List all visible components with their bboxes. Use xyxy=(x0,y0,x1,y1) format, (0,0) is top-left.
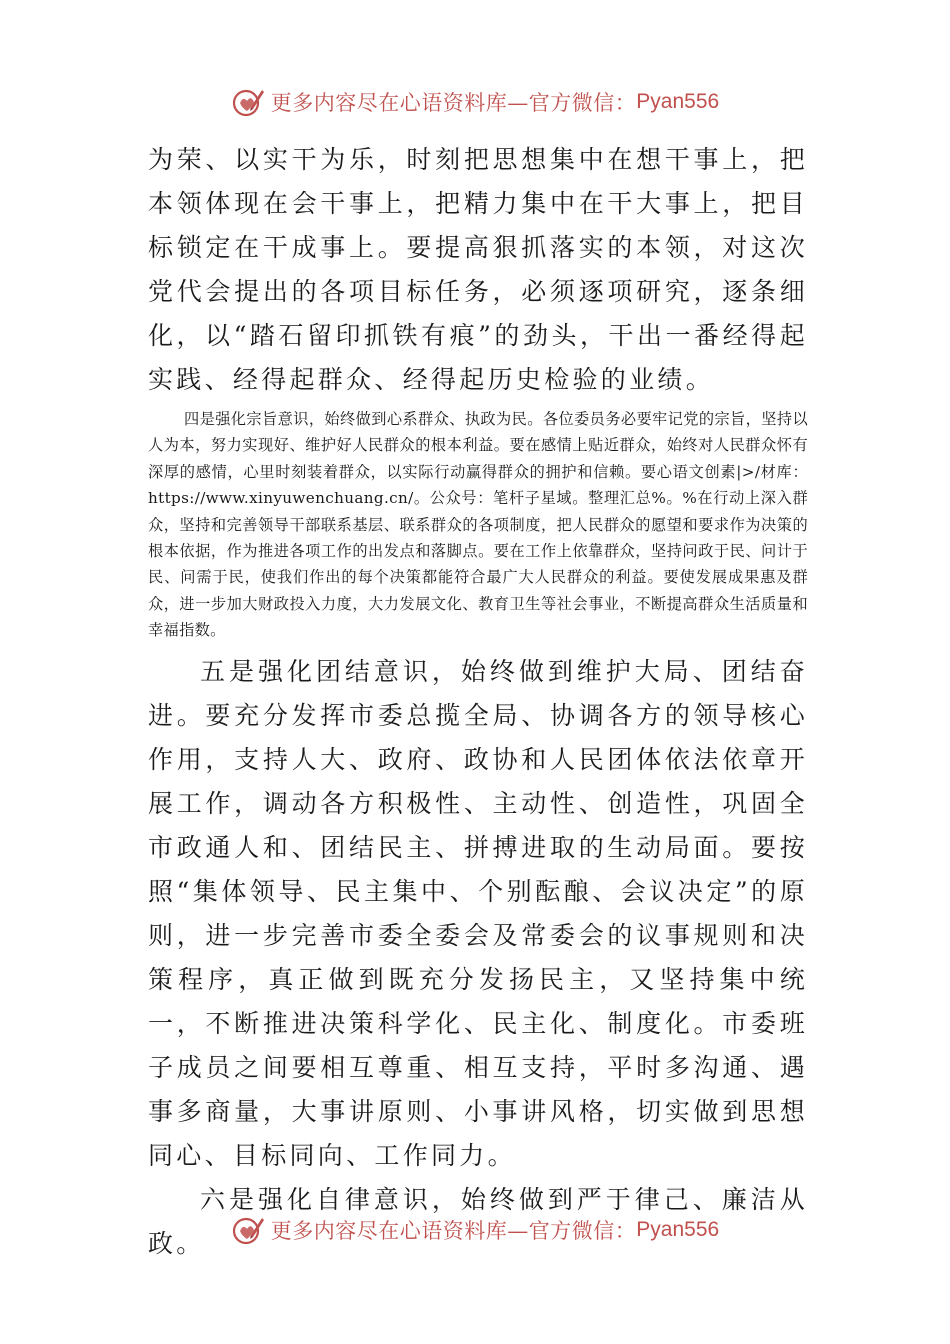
pen-heart-logo-icon xyxy=(231,85,265,119)
paragraph-purpose-awareness: 四是强化宗旨意识，始终做到心系群众、执政为民。各位委员务必要牢记党的宗旨，坚持以人为本，努力实现好、维护好人民群众的根本利益。要在感情上贴近群众，始终对人民群众怀有深厚的感情，心里时刻装着群众，以实际行动赢得群众的拥护和信赖。要心语文创素|>/材库：https://www.xinyuwenchuang.cn/。公众号：笔杆子星域。整理汇总%。%在行动上深入群众，坚持和完善领导干部联系基层、联系群众的各项制度，把人民群众的愿望和要求作为决策的根本依据，作为推进各项工作的出发点和落脚点。要在工作上依靠群众，坚持问政于民、问计于民、问需于民，使我们作出的每个决策都能符合最广大人民群众的利益。要使发展成果惠及群众，进一步加大财政投入力度，大力发展文化、教育卫生等社会事业，不断提高群众生活质量和幸福指数。 xyxy=(148,410,808,640)
pen-heart-logo-icon xyxy=(231,1213,265,1247)
document-body xyxy=(148,138,808,1266)
paragraph-continuation: 为荣、以实干为乐，时刻把思想集中在想干事上，把本领体现在会干事上，把精力集中在干大事上，把目标锁定在干成事上。要提高狠抓落实的本领，对这次党代会提出的各项目标任务，必须逐项研究，逐条细化，以“踏石留印抓铁有痕”的劲头，干出一番经得起实践、经得起群众、经得起历史检验的业绩。 xyxy=(148,145,808,394)
header-wechat-id: Pyan556 xyxy=(636,90,720,113)
footer-banner-text: 更多内容尽在心语资料库—官方微信： xyxy=(270,1219,637,1243)
header-banner xyxy=(0,82,950,122)
header-banner-text: 更多内容尽在心语资料库—官方微信： xyxy=(270,91,637,115)
paragraph-self-discipline: 六是强化自律意识，始终做到严于律己、廉洁从政。 xyxy=(148,1184,808,1258)
footer-wechat-id: Pyan556 xyxy=(636,1218,720,1241)
paragraph-unity-awareness: 五是强化团结意识，始终做到维护大局、团结奋进。要充分发挥市委总揽全局、协调各方的领导核心作用，支持人大、政府、政协和人民团体依法依章开展工作，调动各方积极性、主动性、创造性，巩固全市政通人和、团结民主、拼搏进取的生动局面。要按照“集体领导、民主集中、个别酝酿、会议决定”的原则，进一步完善市委全委会及常委会的议事规则和决策程序，真正做到既充分发扬民主，又坚持集中统一，不断推进决策科学化、民主化、制度化。市委班子成员之间要相互尊重、相互支持，平时多沟通、遇事多商量，大事讲原则、小事讲风格，切实做到思想同心、目标同向、工作同力。 xyxy=(148,656,808,1170)
footer-banner xyxy=(0,1210,950,1250)
